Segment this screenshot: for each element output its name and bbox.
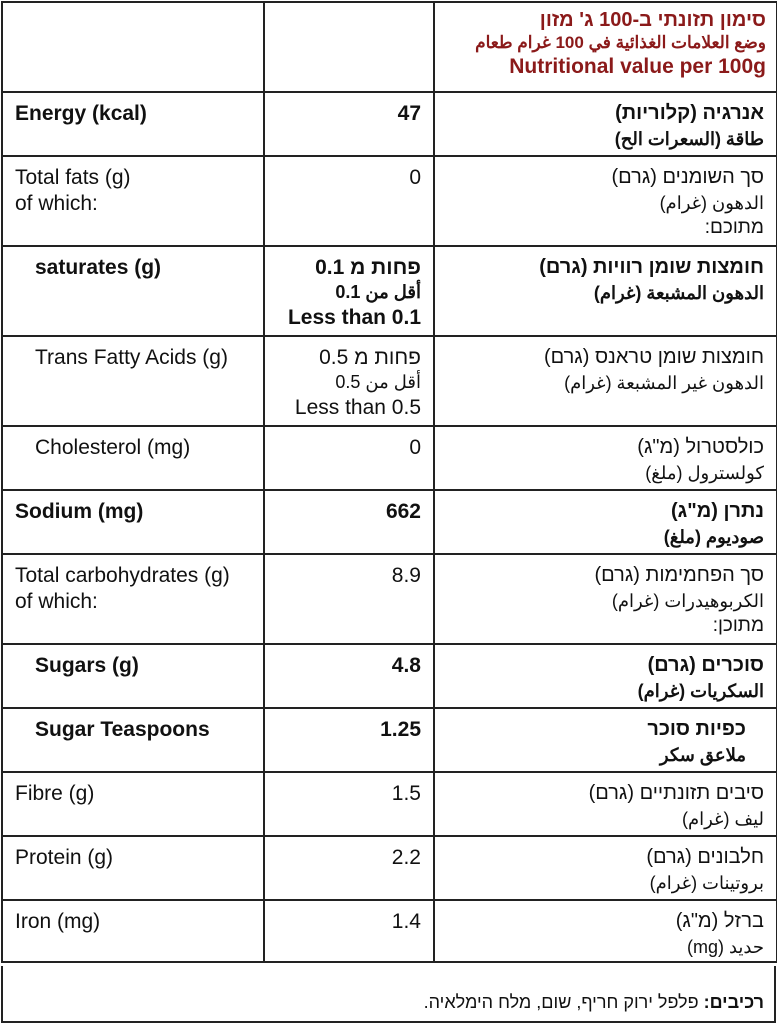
nutrient-name-arabic: بروتينات (غرام) — [649, 873, 764, 893]
nutrient-subnote-hebrew: מתוכן: — [712, 615, 764, 636]
nutrient-row-carbohydrates — [2, 554, 777, 644]
nutrient-row-sugar-teaspoons — [2, 708, 777, 772]
nutrient-name-hebrew: סיבים תזונתיים (גרם) — [588, 782, 764, 804]
nutrient-name: Sodium (mg) — [15, 500, 144, 523]
nutrient-name-arabic: ليف (غرام) — [681, 809, 764, 829]
nutrient-name-hebrew: אנרגיה (קלוריות) — [615, 102, 764, 124]
nutrient-row-trans-fats — [2, 336, 777, 426]
nutrient-name: Sugars (g) — [35, 654, 139, 677]
nutrient-name-hebrew: נתרן (מ"ג) — [671, 500, 764, 522]
ingredients-text: פלפל ירוק חריף, שום, מלח הימלאיה. — [423, 992, 704, 1012]
nutrient-name-hebrew: סך הפחמימות (גרם) — [594, 564, 764, 586]
nutrient-name-arabic: طاقة (السعرات الح) — [614, 129, 764, 149]
nutrient-name-hebrew: סך השומנים (גרם) — [611, 166, 764, 188]
nutrient-name: Fibre (g) — [15, 782, 95, 805]
nutrient-row-sodium — [2, 490, 777, 554]
nutrient-value: 47 — [397, 102, 421, 125]
nutrient-name-arabic: كولسترول (ملغ) — [645, 463, 764, 483]
nutrient-value-arabic: أقل من 0.1 — [335, 282, 421, 302]
nutrient-value: 1.5 — [391, 782, 421, 805]
nutrient-name: Protein (g) — [15, 846, 114, 869]
nutrient-name-arabic: صوديوم (ملغ) — [663, 527, 764, 547]
nutrient-name: Cholesterol (mg) — [35, 436, 191, 459]
header-cell — [434, 2, 777, 92]
nutrient-name-arabic: الكربوهيدرات (غرام) — [611, 591, 764, 611]
nutrient-row-protein — [2, 836, 777, 900]
nutrient-row-fibre — [2, 772, 777, 836]
nutrient-value-english: Less than 0.5 — [294, 396, 421, 419]
nutrient-value: 0 — [409, 166, 421, 189]
nutrient-row-energy — [2, 92, 777, 156]
nutrient-name-arabic: حديد (mg) — [686, 937, 764, 957]
nutrient-row-cholesterol — [2, 426, 777, 490]
nutrient-row-total-fats — [2, 156, 777, 246]
header-english: Nutritional value per 100g — [509, 55, 766, 78]
nutrient-name-hebrew: חומצות שומן רוויות (גרם) — [539, 256, 764, 278]
nutrient-name-arabic: الدهون غير المشبعة (غرام) — [564, 373, 764, 393]
nutrient-name-arabic: الدهون (غرام) — [659, 193, 764, 213]
ingredients-box — [1, 966, 776, 1023]
nutrient-name-hebrew: כולסטרול (מ"ג) — [637, 436, 764, 458]
nutrient-name: Sugar Teaspoons — [35, 718, 210, 741]
nutrient-name: Trans Fatty Acids (g) — [35, 346, 228, 369]
nutrient-name-arabic: ملاعق سكر — [659, 745, 746, 765]
ingredients-label: רכיבים: — [703, 992, 764, 1012]
nutrient-name-arabic: السكريات (غرام) — [637, 681, 764, 701]
nutrient-value: 1.25 — [380, 718, 421, 741]
nutrient-name: Total carbohydrates (g) — [15, 564, 230, 587]
nutrient-name-hebrew: חלבונים (גרם) — [646, 846, 764, 868]
nutrient-value-hebrew: פחות מ 0.5 — [319, 346, 421, 369]
header-empty-cell — [2, 2, 264, 92]
nutrient-value-hebrew: פחות מ 0.1 — [315, 256, 421, 279]
nutrient-value: 8.9 — [391, 564, 421, 587]
nutrient-value-arabic: أقل من 0.5 — [335, 372, 421, 392]
nutrient-subnote: of which: — [15, 590, 98, 613]
nutrient-row-sugars — [2, 644, 777, 708]
nutrient-subnote-hebrew: מתוכם: — [704, 217, 764, 238]
nutrient-value: 4.8 — [391, 654, 421, 677]
header-hebrew: סימון תזונתי ב-100 ג' מזון — [539, 9, 766, 31]
nutrient-value: 2.2 — [391, 846, 421, 869]
nutrient-name-hebrew: ברזל (מ"ג) — [675, 910, 764, 932]
nutrient-name: Total fats (g) — [15, 166, 131, 189]
header-row — [2, 2, 777, 92]
nutrient-value: 662 — [385, 500, 421, 523]
nutrient-row-iron — [2, 900, 777, 962]
header-arabic: وضع العلامات الغذائية في 100 غرام طعام — [475, 33, 766, 52]
nutrient-value: 1.4 — [391, 910, 421, 933]
nutrient-value: 0 — [409, 436, 421, 459]
nutrient-name-hebrew: כפיות סוכר — [647, 718, 746, 740]
nutrient-value-english: Less than 0.1 — [287, 306, 421, 329]
nutrient-row-saturates — [2, 246, 777, 336]
nutrient-name-arabic: الدهون المشبعة (غرام) — [593, 283, 764, 303]
nutrient-name-hebrew: חומצות שומן טראנס (גרם) — [543, 346, 764, 368]
header-empty-cell — [264, 2, 434, 92]
nutrient-name: saturates (g) — [35, 256, 162, 279]
nutrient-name: Iron (mg) — [15, 910, 101, 933]
nutrient-name: Energy (kcal) — [15, 102, 147, 125]
nutrient-subnote: of which: — [15, 192, 98, 215]
nutrient-name-hebrew: סוכרים (גרם) — [647, 654, 764, 676]
nutrition-table — [1, 1, 777, 963]
